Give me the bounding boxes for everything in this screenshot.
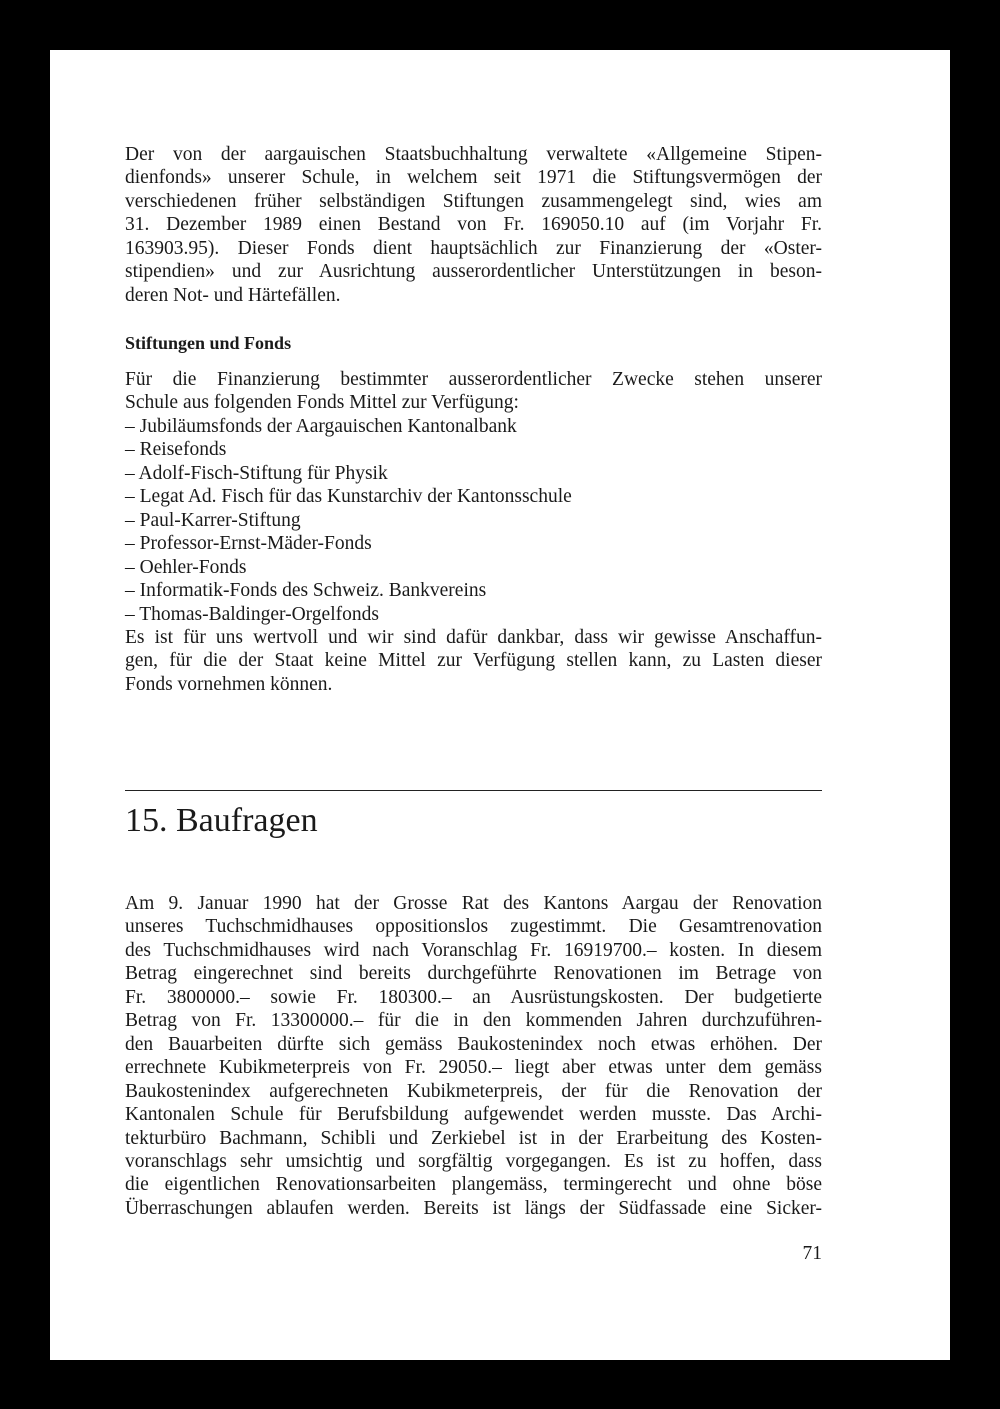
text-line: 31. Dezember 1989 einen Bestand von Fr. 169050.10 auf (im Vorjahr Fr. <box>125 214 822 236</box>
text-line: Der von der aargauischen Staatsbuchhaltung verwaltete «Allgemeine Stipen- <box>125 144 822 165</box>
section-divider <box>125 790 822 791</box>
text-line: stipendien» und zur Ausrichtung ausserordentlicher Unterstützungen in beson- <box>125 261 822 283</box>
paragraph-stipendienfonds <box>125 143 822 307</box>
text-line: 163903.95). Dieser Fonds dient hauptsächlich zur Finanzierung der «Oster- <box>125 237 822 259</box>
text-line: Überraschungen ablaufen werden. Bereits ist längs der Südfassade eine Sicker- <box>125 1197 822 1219</box>
text-line: Es ist für uns wertvoll und wir sind dafür dankbar, dass wir gewisse Anschaffun- <box>125 627 822 648</box>
subheading-stiftungen: Stiftungen und Fonds <box>125 333 292 353</box>
text-line: den Bauarbeiten dürfte sich gemäss Baukostenindex noch etwas erhöhen. Der <box>125 1033 822 1055</box>
document-page <box>50 50 950 1360</box>
text-line: tekturbüro Bachmann, Schibli und Zerkiebel ist in der Erarbeitung des Kosten- <box>125 1127 822 1149</box>
text-line: unseres Tuchschmidhauses oppositionslos zugestimmt. Die Gesamtrenovation <box>125 916 822 938</box>
list-item: – Professor-Ernst-Mäder-Fonds <box>125 533 372 555</box>
list-item: – Thomas-Baldinger-Orgelfonds <box>125 603 379 625</box>
section-title: 15. Baufragen <box>125 802 318 839</box>
text-line: dienfonds» unserer Schule, in welchem seit 1971 die Stiftungsvermögen der <box>125 167 822 189</box>
text-line: verschiedenen früher selbständigen Stiftungen zusammengelegt sind, wies am <box>125 190 822 212</box>
text-line: Baukostenindex aufgerechneten Kubikmeterpreis, der für die Renovation der <box>125 1080 822 1102</box>
paragraph-funds-intro <box>125 368 822 415</box>
list-item: – Reisefonds <box>125 439 227 461</box>
text-line: Betrag von Fr. 13300000.– für die in den kommenden Jahren durchzuführen- <box>125 1010 822 1032</box>
text-line: des Tuchschmidhauses wird nach Voranschlag Fr. 16919700.– kosten. In diesem <box>125 939 822 961</box>
text-line: deren Not- und Härtefällen. <box>125 284 341 306</box>
list-item: – Oehler-Fonds <box>125 556 247 578</box>
funds-list <box>125 415 822 626</box>
page-number: 71 <box>802 1243 822 1264</box>
text-line: Fonds vornehmen können. <box>125 673 333 695</box>
text-line: Betrag eingerechnet sind bereits durchgeführte Renovationen im Betrage von <box>125 963 822 985</box>
text-line: Fr. 3800000.– sowie Fr. 180300.– an Ausrüstungskosten. Der budgetierte <box>125 986 822 1008</box>
text-line: Kantonalen Schule für Berufsbildung aufgewendet werden musste. Das Archi- <box>125 1104 822 1126</box>
text-line: errechnete Kubikmeterpreis von Fr. 29050.– liegt aber etwas unter dem gemäss <box>125 1057 822 1079</box>
paragraph-funds-thanks <box>125 626 822 696</box>
list-item: – Adolf-Fisch-Stiftung für Physik <box>125 462 388 484</box>
paragraph-baufragen <box>125 892 822 1220</box>
text-line: gen, für die der Staat keine Mittel zur Verfügung stellen kann, zu Lasten dieser <box>125 650 822 672</box>
text-line: die eigentlichen Renovationsarbeiten plangemäss, termingerecht und ohne böse <box>125 1174 822 1196</box>
text-line: Am 9. Januar 1990 hat der Grosse Rat des Kantons Aargau der Renovation <box>125 893 822 914</box>
list-item: – Paul-Karrer-Stiftung <box>125 509 301 531</box>
list-item: – Jubiläumsfonds der Aargauischen Kantonalbank <box>125 416 517 437</box>
list-item: – Legat Ad. Fisch für das Kunstarchiv der Kantonsschule <box>125 486 572 508</box>
text-line: Für die Finanzierung bestimmter ausserordentlicher Zwecke stehen unserer <box>125 369 822 390</box>
text-line: voranschlags sehr umsichtig und sorgfältig vorgegangen. Es ist zu hoffen, dass <box>125 1150 822 1172</box>
list-item: – Informatik-Fonds des Schweiz. Bankvereins <box>125 580 487 602</box>
text-line: Schule aus folgenden Fonds Mittel zur Verfügung: <box>125 392 519 414</box>
